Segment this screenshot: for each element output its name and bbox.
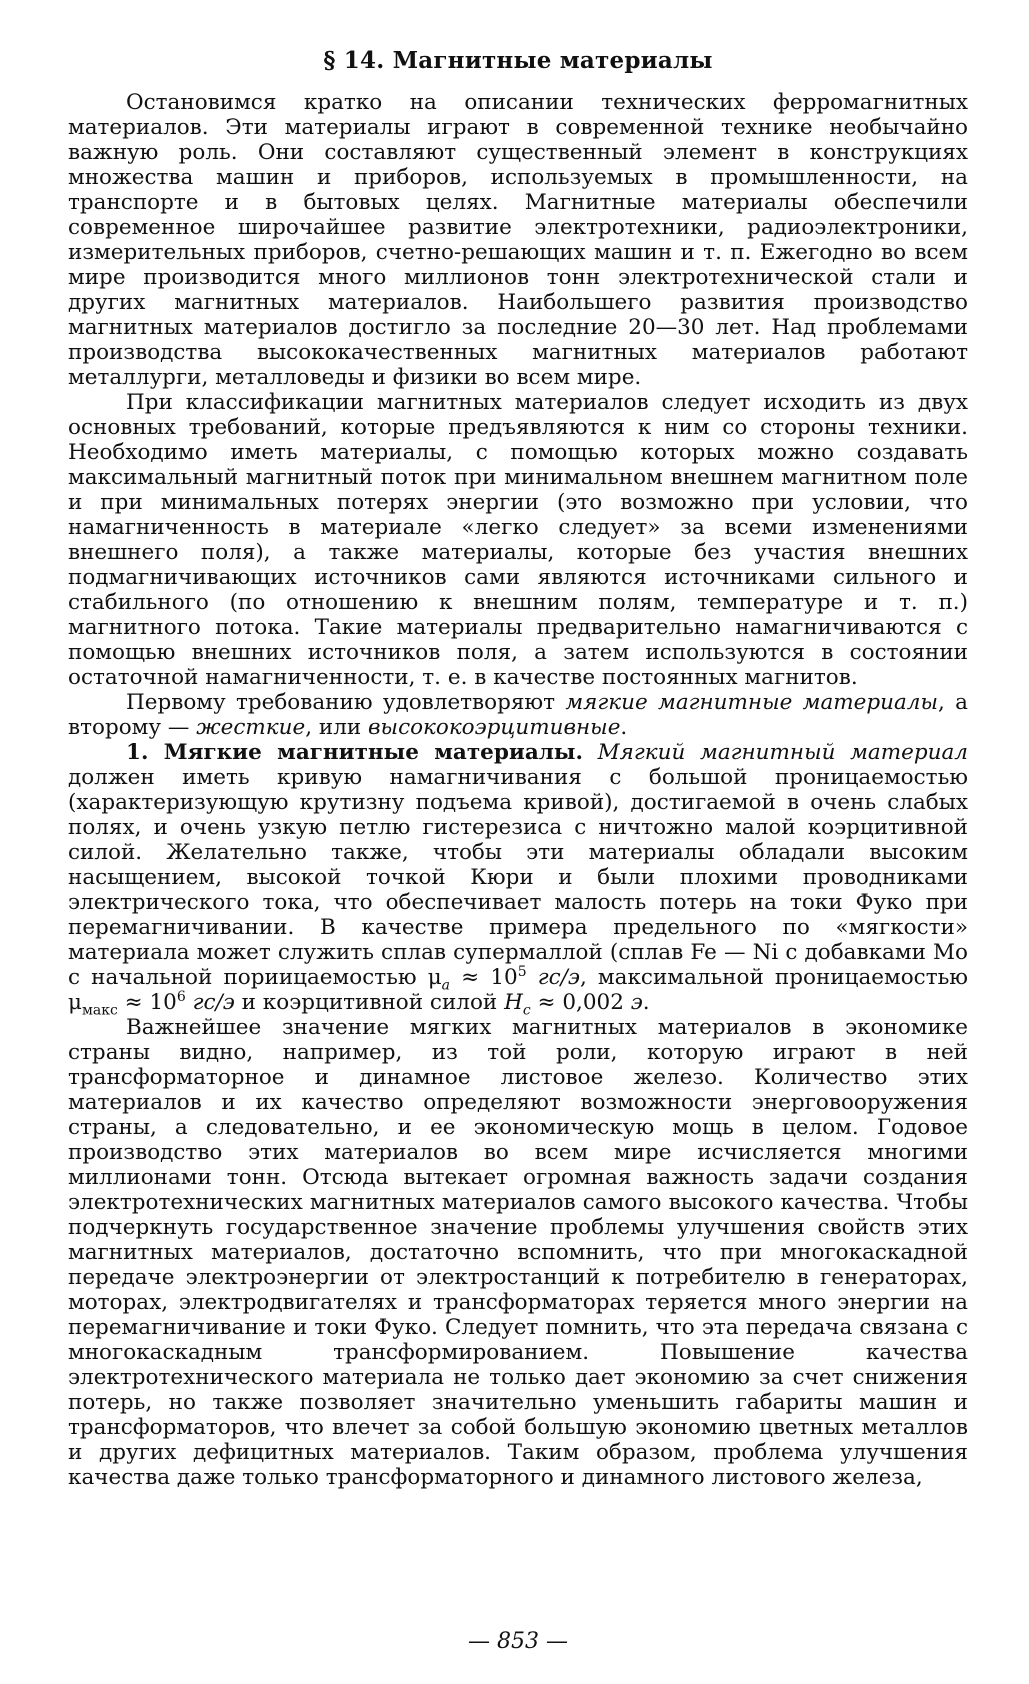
text: ≈ 10 [117, 990, 177, 1015]
paragraph-intro: Остановимся кратко на описании технических ферромагнитных материалов. Эти материалы играют в современной технике необычайно важную роль. Они составляют существенный элемент в конструкциях множества машин и приборов, используемых в промышленности, на транспорте и в бытовых целях. Магнитные материалы обеспечили современное широчайшее развитие электротехники, радиоэлектроники, измерительных приборов, счетно-решающих машин и т. п. Ежегодно во всем мире производится много миллионов тонн электротехнической стали и других магнитных материалов. Наибольшего развития производство магнитных материалов достигло за последние 20—30 лет. Над проблемами производства высококачественных магнитных материалов работают металлурги, металловеды и физики во всем мире. [68, 90, 968, 390]
paragraph-soft-materials [68, 740, 969, 1019]
subscript-a: a [441, 977, 451, 994]
section-heading: § 14. Магнитные материалы [323, 47, 713, 74]
page-number: — 853 — [468, 1629, 568, 1654]
text: . [642, 990, 650, 1015]
text: Первому требованию удовлетворяют [126, 690, 566, 715]
text: и коэрцитивной силой [234, 990, 505, 1015]
term-hard: жесткие [196, 715, 306, 740]
paragraph-economics: Важнейшее значение мягких магнитных материалов в экономике страны видно, например, из той роли, которую играют в ней трансформаторное и динамное листовое железо. Количество этих материалов и их качество определяют возможности энерговооружения страны, а следовательно, и ее экономическую мощь в целом. Годовое производство этих материалов во всем мире исчисляется многими миллионами тонн. Отсюда вытекает огромная важность задачи создания электротехнических магнитных материалов самого высокого качества. Чтобы подчеркнуть государственное значение проблемы улучшения свойств этих магнитных материалов, достаточно вспомнить, что при многокаскадной передаче электроэнергии от электростанций к потребителю в генераторах, моторах, электродвигателях и трансформаторах теряется много энергии на перемагничивание и токи Фуко. Следует помнить, что эта передача связана с многокаскадным трансформированием. Повышение качества электротехнического материала не только дает экономию за счет снижения потерь, но также позволяет значительно уменьшить габариты машин и трансформаторов, что влечет за собой большую экономию цветных металлов и других дефицитных материалов. Таким образом, проблема улучшения качества даже только трансформаторного и динамного листового железа, [68, 1015, 968, 1490]
unit: гс/э [526, 965, 580, 990]
text: , или [305, 715, 369, 740]
term-soft-materials: мягкие магнитные материалы [565, 690, 939, 715]
text: , максимальной проницаемостью μ [68, 965, 969, 1015]
paragraph-classification: При классификации магнитных материалов следует исходить из двух основных требований, которые предъявляются к ним со стороны техники. Необходимо иметь материалы, с помощью которых можно создавать максимальный магнитный поток при минимальном внешнем магнитном поле и при минимальных потерях энергии (это возможно при условии, что намагниченность в материале «легко следует» за всеми изменениями внешнего поля), а также материалы, которые без участия внешних подмагничивающих источников сами являются источниками сильного и стабильного (по отношению к внешним полям, температуре и т. п.) магнитного потока. Такие материалы предварительно намагничиваются с помощью внешних источников поля, а затем используются в состоянии остаточной намагниченности, т. е. в качестве постоянных магнитов. [68, 390, 968, 690]
unit: гс/э [185, 990, 235, 1015]
unit: э [630, 990, 643, 1015]
superscript: 6 [176, 988, 186, 1005]
term-soft-material: Мягкий магнитный материал [597, 740, 968, 765]
subsection-title: 1. Мягкие магнитные материалы. [126, 740, 583, 765]
text: , а второму — [68, 690, 968, 740]
text: ≈ 0,002 [530, 990, 631, 1015]
text: ≈ 10 [450, 965, 518, 990]
text: должен иметь кривую намагничивания с большой проницаемостью (характеризующую крутизну подъема кривой), достигаемой в очень слабых полях, и очень узкую петлю гистерезиса с ничтожно малой коэрцитивной силой. Желательно также, чтобы эти материалы обладали высоким насыщением, высокой точкой Кюри и были плохими проводниками электрического тока, что обеспечивает малость потерь на токи Фуко при перемагничивании. В качестве примера предельного по «мягкости» материала может служить сплав супермаллой (сплав Fe — Ni с добавками Mo с начальной пориицаемостью μ [68, 765, 968, 990]
paragraph-requirements [68, 690, 968, 740]
subscript-c: c [522, 1002, 531, 1019]
text: . [620, 715, 628, 740]
subscript-max: макс [81, 1002, 118, 1019]
term-high-coercive: высококоэрцитивные [368, 715, 621, 740]
symbol-h: H [504, 990, 523, 1015]
superscript: 5 [517, 963, 527, 980]
page [68, 46, 968, 1666]
